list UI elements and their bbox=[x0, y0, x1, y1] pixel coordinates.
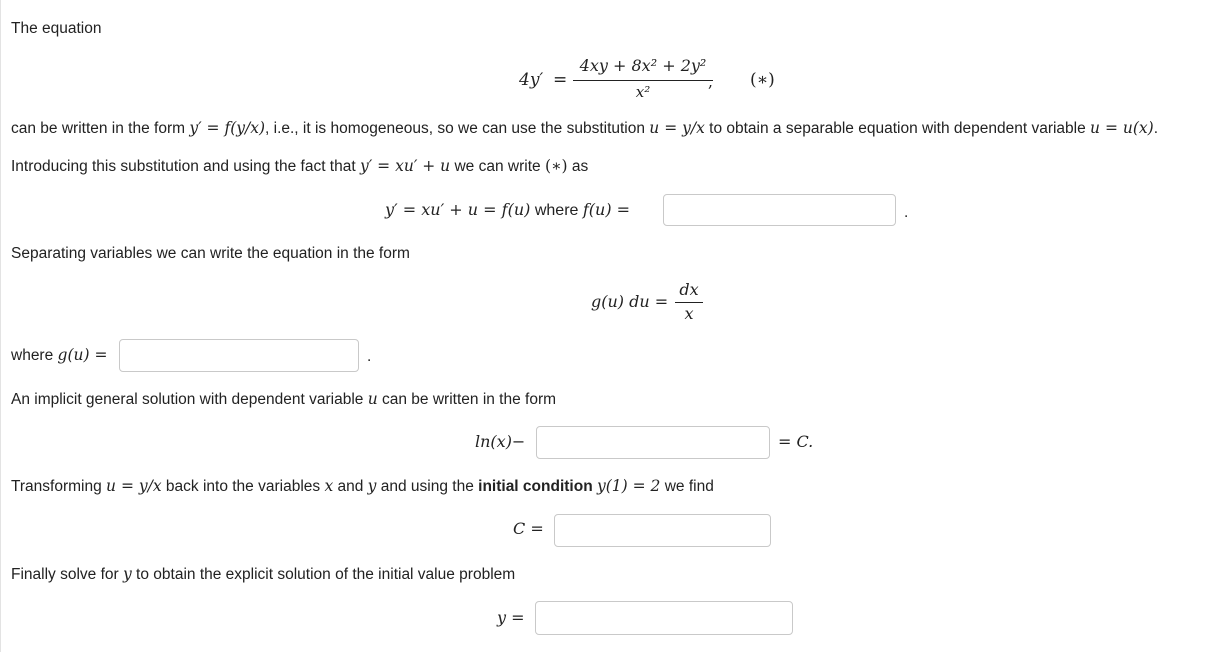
eq3-denominator: x bbox=[684, 304, 694, 323]
eq4-rhs: = C. bbox=[778, 432, 814, 451]
paragraph-homogeneous bbox=[11, 118, 1158, 139]
eq3-fraction-bar bbox=[675, 302, 703, 303]
p5-text-b: back into the variables bbox=[161, 478, 325, 495]
p5-math-4: y(1) = 2 bbox=[596, 477, 661, 495]
p4-text-a: An implicit general solution with dependent variable bbox=[11, 391, 368, 408]
p5-text-d: and using the bbox=[376, 478, 479, 495]
paragraph-finally bbox=[11, 564, 515, 585]
p5-math-1: u = y/x bbox=[106, 477, 162, 495]
eq4-lhs: ln(x)− bbox=[475, 432, 526, 451]
paragraph-transforming bbox=[11, 476, 714, 497]
p1-text-c: to obtain a separable equation with dependent variable bbox=[704, 120, 1091, 137]
eq2-line bbox=[385, 200, 630, 221]
where-g-text: where bbox=[11, 347, 58, 364]
y-answer-input[interactable] bbox=[535, 601, 793, 635]
p2-math-1: y′ = xu′ + u bbox=[359, 157, 451, 175]
eq2-math-1: y′ = xu′ + u = f(u) bbox=[385, 200, 531, 219]
eq1-fraction-bar bbox=[573, 80, 713, 81]
eq2-math-2: f(u) = bbox=[582, 200, 631, 219]
c-answer-input[interactable] bbox=[554, 514, 771, 547]
p1-math-1: y′ = f(y/x) bbox=[189, 119, 266, 137]
p5-text-f: we find bbox=[660, 478, 714, 495]
eq3-lhs: g(u) du = bbox=[591, 292, 669, 311]
eq5-lhs: C = bbox=[513, 519, 544, 538]
p1-text-b: , i.e., it is homogeneous, so we can use the substitution bbox=[265, 120, 650, 137]
f-u-answer-input[interactable] bbox=[663, 194, 896, 226]
p1-math-2: u = y/x bbox=[649, 119, 705, 137]
p6-text-a: Finally solve for bbox=[11, 566, 123, 583]
where-g-line bbox=[11, 345, 107, 366]
intro-text: The equation bbox=[11, 20, 102, 37]
where-g-math: g(u) = bbox=[57, 346, 108, 364]
eq1-tag: (∗) bbox=[750, 70, 775, 90]
eq1-numerator: 4xy + 8x² + 2y² bbox=[579, 56, 707, 75]
initial-condition-bold: initial condition bbox=[478, 478, 593, 495]
implicit-solution-answer-input[interactable] bbox=[536, 426, 770, 459]
eq1-equals: = bbox=[553, 70, 568, 90]
eq1-denominator: x² bbox=[635, 83, 651, 101]
eq1-comma: , bbox=[708, 73, 713, 91]
where-g-period: . bbox=[367, 348, 372, 365]
p4-text-b: can be written in the form bbox=[377, 391, 557, 408]
eq1-lhs: 4y′ bbox=[519, 70, 544, 90]
p5-math-2: x bbox=[324, 477, 334, 495]
eq2-period: . bbox=[904, 204, 909, 221]
eq3-numerator: dx bbox=[679, 280, 699, 299]
eq3-fraction bbox=[675, 280, 703, 324]
paragraph-separating: Separating variables we can write the equation in the form bbox=[11, 245, 410, 262]
paragraph-implicit bbox=[11, 389, 556, 410]
p2-text-b: we can write bbox=[450, 158, 545, 175]
eq2-where: where bbox=[530, 202, 583, 219]
p1-text-d: . bbox=[1153, 120, 1159, 137]
p2-text-a: Introducing this substitution and using the fact that bbox=[11, 158, 360, 175]
eq6-lhs: y = bbox=[497, 608, 525, 627]
p6-text-b: to obtain the explicit solution of the initial value problem bbox=[131, 566, 516, 583]
p6-math: y bbox=[122, 565, 132, 583]
p1-text-a: can be written in the form bbox=[11, 120, 190, 137]
p4-math: u bbox=[367, 390, 378, 408]
paragraph-substitution bbox=[11, 156, 588, 177]
p5-text-a: Transforming bbox=[11, 478, 107, 495]
p2-math-2: (∗) bbox=[544, 157, 568, 175]
p1-math-3: u = u(x) bbox=[1090, 119, 1154, 137]
g-u-answer-input[interactable] bbox=[119, 339, 359, 372]
p2-text-c: as bbox=[567, 158, 589, 175]
eq1-fraction bbox=[573, 56, 713, 102]
p5-text-c: and bbox=[333, 478, 368, 495]
p5-math-3: y bbox=[367, 477, 377, 495]
